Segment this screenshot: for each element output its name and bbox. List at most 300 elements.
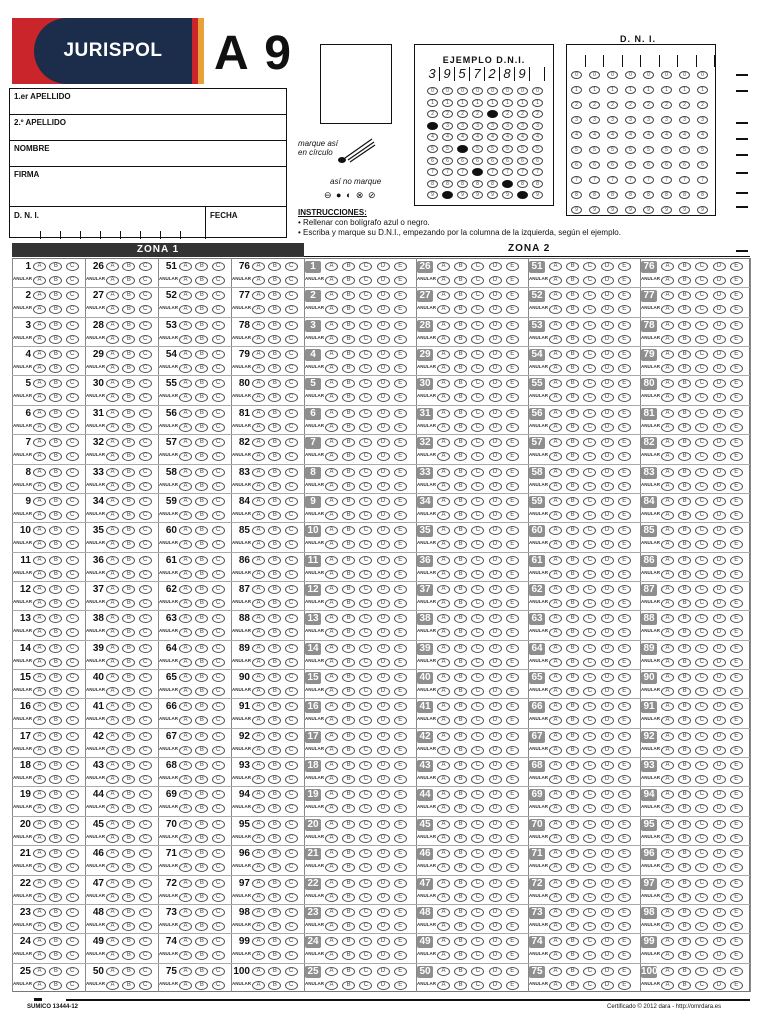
answer-bubble-b[interactable]: B (122, 321, 135, 330)
anular-bubble-d[interactable]: D (489, 364, 502, 373)
anular-bubble-e[interactable]: E (506, 540, 519, 549)
answer-bubble-c[interactable]: C (359, 262, 372, 271)
answer-bubble-c[interactable]: C (359, 379, 372, 388)
anular-bubble-b[interactable]: B (678, 423, 691, 432)
answer-bubble-d[interactable]: D (489, 291, 502, 300)
anular-bubble-a[interactable]: A (549, 305, 562, 314)
anular-bubble-c[interactable]: C (359, 452, 372, 461)
answer-bubble-c[interactable]: C (695, 732, 708, 741)
anular-bubble-b[interactable]: B (122, 804, 135, 813)
answer-bubble-a[interactable]: A (106, 644, 119, 653)
answer-bubble-e[interactable]: E (394, 673, 407, 682)
anular-bubble-e[interactable]: E (730, 452, 743, 461)
anular-bubble-b[interactable]: B (454, 658, 467, 667)
answer-bubble-b[interactable]: B (342, 732, 355, 741)
answer-bubble-a[interactable]: A (549, 761, 562, 770)
anular-bubble-b[interactable]: B (566, 863, 579, 872)
anular-bubble-b[interactable]: B (454, 981, 467, 990)
anular-bubble-a[interactable]: A (179, 922, 192, 931)
anular-bubble-d[interactable]: D (489, 305, 502, 314)
anular-bubble-e[interactable]: E (618, 863, 631, 872)
anular-bubble-a[interactable]: A (437, 276, 450, 285)
anular-bubble-e[interactable]: E (730, 834, 743, 843)
anular-bubble-b[interactable]: B (454, 423, 467, 432)
answer-bubble-c[interactable]: C (471, 820, 484, 829)
anular-bubble-a[interactable]: A (179, 276, 192, 285)
answer-bubble-d[interactable]: D (377, 761, 390, 770)
anular-bubble-c[interactable]: C (66, 511, 79, 520)
answer-bubble-c[interactable]: C (285, 409, 298, 418)
anular-bubble-c[interactable]: C (66, 863, 79, 872)
dni-digit-cell[interactable] (678, 55, 697, 67)
answer-bubble-e[interactable]: E (506, 379, 519, 388)
anular-bubble-b[interactable]: B (678, 452, 691, 461)
answer-bubble-a[interactable]: A (252, 468, 265, 477)
anular-bubble-b[interactable]: B (49, 393, 62, 402)
answer-bubble-c[interactable]: C (139, 526, 152, 535)
anular-bubble-a[interactable]: A (179, 775, 192, 784)
answer-bubble-b[interactable]: B (566, 350, 579, 359)
dni-bubble[interactable]: 8 (589, 191, 600, 199)
anular-bubble-c[interactable]: C (212, 423, 225, 432)
answer-bubble-c[interactable]: C (66, 702, 79, 711)
anular-bubble-c[interactable]: C (471, 540, 484, 549)
anular-bubble-a[interactable]: A (661, 305, 674, 314)
anular-bubble-a[interactable]: A (549, 452, 562, 461)
dni-bubble[interactable]: 5 (589, 146, 600, 154)
answer-bubble-b[interactable]: B (454, 409, 467, 418)
answer-bubble-b[interactable]: B (49, 820, 62, 829)
answer-bubble-b[interactable]: B (122, 761, 135, 770)
answer-bubble-d[interactable]: D (377, 262, 390, 271)
answer-bubble-b[interactable]: B (122, 409, 135, 418)
answer-bubble-e[interactable]: E (394, 497, 407, 506)
answer-bubble-c[interactable]: C (471, 732, 484, 741)
anular-bubble-a[interactable]: A (252, 364, 265, 373)
anular-bubble-b[interactable]: B (454, 452, 467, 461)
answer-bubble-d[interactable]: D (489, 849, 502, 858)
anular-bubble-d[interactable]: D (713, 863, 726, 872)
anular-bubble-c[interactable]: C (285, 511, 298, 520)
anular-bubble-a[interactable]: A (33, 305, 46, 314)
anular-bubble-b[interactable]: B (678, 951, 691, 960)
anular-bubble-b[interactable]: B (268, 599, 281, 608)
anular-bubble-b[interactable]: B (122, 364, 135, 373)
answer-bubble-d[interactable]: D (489, 790, 502, 799)
answer-bubble-b[interactable]: B (49, 673, 62, 682)
answer-bubble-b[interactable]: B (195, 732, 208, 741)
dni-bubble[interactable]: 2 (571, 101, 582, 109)
anular-bubble-c[interactable]: C (471, 981, 484, 990)
anular-bubble-d[interactable]: D (489, 922, 502, 931)
answer-bubble-c[interactable]: C (139, 438, 152, 447)
answer-bubble-c[interactable]: C (359, 526, 372, 535)
anular-bubble-b[interactable]: B (678, 922, 691, 931)
answer-bubble-a[interactable]: A (33, 262, 46, 271)
dni-bubble[interactable]: 7 (589, 176, 600, 184)
anular-bubble-c[interactable]: C (66, 804, 79, 813)
answer-bubble-d[interactable]: D (489, 321, 502, 330)
anular-bubble-c[interactable]: C (471, 570, 484, 579)
anular-bubble-a[interactable]: A (325, 628, 338, 637)
answer-bubble-c[interactable]: C (359, 614, 372, 623)
answer-bubble-b[interactable]: B (49, 790, 62, 799)
anular-bubble-c[interactable]: C (583, 423, 596, 432)
anular-bubble-a[interactable]: A (106, 511, 119, 520)
dni-bubble[interactable]: 4 (607, 131, 618, 139)
anular-bubble-e[interactable]: E (506, 863, 519, 872)
anular-bubble-a[interactable]: A (661, 364, 674, 373)
answer-bubble-b[interactable]: B (268, 673, 281, 682)
answer-bubble-a[interactable]: A (33, 468, 46, 477)
answer-bubble-a[interactable]: A (252, 967, 265, 976)
answer-bubble-b[interactable]: B (122, 585, 135, 594)
answer-bubble-c[interactable]: C (471, 468, 484, 477)
anular-bubble-b[interactable]: B (49, 452, 62, 461)
anular-bubble-e[interactable]: E (506, 922, 519, 931)
anular-bubble-d[interactable]: D (489, 628, 502, 637)
anular-bubble-d[interactable]: D (377, 570, 390, 579)
anular-bubble-d[interactable]: D (713, 775, 726, 784)
answer-bubble-c[interactable]: C (139, 497, 152, 506)
answer-bubble-c[interactable]: C (139, 409, 152, 418)
anular-bubble-b[interactable]: B (342, 423, 355, 432)
answer-bubble-b[interactable]: B (122, 262, 135, 271)
answer-bubble-a[interactable]: A (252, 644, 265, 653)
anular-bubble-b[interactable]: B (454, 393, 467, 402)
anular-bubble-c[interactable]: C (139, 922, 152, 931)
answer-bubble-a[interactable]: A (661, 262, 674, 271)
answer-bubble-a[interactable]: A (437, 556, 450, 565)
answer-bubble-d[interactable]: D (713, 967, 726, 976)
anular-bubble-c[interactable]: C (359, 834, 372, 843)
answer-bubble-a[interactable]: A (179, 409, 192, 418)
anular-bubble-e[interactable]: E (618, 393, 631, 402)
answer-bubble-b[interactable]: B (566, 644, 579, 653)
anular-bubble-e[interactable]: E (506, 452, 519, 461)
answer-bubble-b[interactable]: B (678, 732, 691, 741)
anular-bubble-b[interactable]: B (454, 335, 467, 344)
answer-bubble-b[interactable]: B (122, 497, 135, 506)
answer-bubble-b[interactable]: B (122, 879, 135, 888)
answer-bubble-b[interactable]: B (268, 262, 281, 271)
answer-bubble-e[interactable]: E (618, 879, 631, 888)
anular-bubble-b[interactable]: B (195, 951, 208, 960)
answer-bubble-e[interactable]: E (394, 732, 407, 741)
answer-bubble-a[interactable]: A (106, 468, 119, 477)
anular-bubble-a[interactable]: A (437, 628, 450, 637)
answer-bubble-c[interactable]: C (66, 820, 79, 829)
answer-bubble-c[interactable]: C (285, 291, 298, 300)
answer-bubble-a[interactable]: A (33, 438, 46, 447)
answer-bubble-b[interactable]: B (566, 879, 579, 888)
answer-bubble-b[interactable]: B (566, 849, 579, 858)
anular-bubble-a[interactable]: A (437, 511, 450, 520)
anular-bubble-c[interactable]: C (285, 863, 298, 872)
anular-bubble-c[interactable]: C (359, 746, 372, 755)
answer-bubble-c[interactable]: C (471, 790, 484, 799)
anular-bubble-a[interactable]: A (33, 893, 46, 902)
anular-bubble-b[interactable]: B (566, 452, 579, 461)
dni-bubble[interactable]: 2 (679, 101, 690, 109)
answer-bubble-b[interactable]: B (49, 967, 62, 976)
answer-bubble-a[interactable]: A (179, 350, 192, 359)
anular-bubble-a[interactable]: A (549, 804, 562, 813)
answer-bubble-a[interactable]: A (437, 967, 450, 976)
answer-bubble-d[interactable]: D (377, 526, 390, 535)
anular-bubble-b[interactable]: B (454, 687, 467, 696)
anular-bubble-c[interactable]: C (471, 599, 484, 608)
answer-bubble-a[interactable]: A (33, 614, 46, 623)
answer-bubble-d[interactable]: D (713, 908, 726, 917)
anular-bubble-a[interactable]: A (252, 687, 265, 696)
anular-bubble-e[interactable]: E (394, 276, 407, 285)
answer-bubble-d[interactable]: D (713, 673, 726, 682)
answer-bubble-e[interactable]: E (506, 967, 519, 976)
answer-bubble-e[interactable]: E (618, 350, 631, 359)
anular-bubble-b[interactable]: B (342, 775, 355, 784)
answer-bubble-c[interactable]: C (66, 614, 79, 623)
answer-bubble-e[interactable]: E (506, 820, 519, 829)
answer-bubble-b[interactable]: B (122, 526, 135, 535)
anular-bubble-a[interactable]: A (106, 981, 119, 990)
answer-bubble-d[interactable]: D (601, 321, 614, 330)
anular-bubble-d[interactable]: D (601, 540, 614, 549)
anular-bubble-d[interactable]: D (713, 335, 726, 344)
anular-bubble-a[interactable]: A (179, 981, 192, 990)
answer-bubble-c[interactable]: C (471, 438, 484, 447)
answer-bubble-a[interactable]: A (549, 497, 562, 506)
anular-bubble-a[interactable]: A (437, 804, 450, 813)
answer-bubble-e[interactable]: E (394, 321, 407, 330)
answer-bubble-c[interactable]: C (471, 556, 484, 565)
answer-bubble-a[interactable]: A (179, 556, 192, 565)
answer-bubble-b[interactable]: B (268, 614, 281, 623)
answer-bubble-a[interactable]: A (179, 526, 192, 535)
answer-bubble-e[interactable]: E (618, 291, 631, 300)
answer-bubble-e[interactable]: E (618, 585, 631, 594)
anular-bubble-b[interactable]: B (49, 364, 62, 373)
anular-bubble-c[interactable]: C (66, 482, 79, 491)
anular-bubble-e[interactable]: E (730, 570, 743, 579)
anular-bubble-c[interactable]: C (212, 393, 225, 402)
answer-bubble-d[interactable]: D (713, 937, 726, 946)
anular-bubble-b[interactable]: B (678, 364, 691, 373)
anular-bubble-b[interactable]: B (566, 746, 579, 755)
answer-bubble-d[interactable]: D (601, 585, 614, 594)
anular-bubble-a[interactable]: A (661, 804, 674, 813)
anular-bubble-a[interactable]: A (437, 540, 450, 549)
anular-bubble-c[interactable]: C (139, 863, 152, 872)
answer-bubble-a[interactable]: A (325, 644, 338, 653)
answer-bubble-a[interactable]: A (549, 879, 562, 888)
anular-bubble-b[interactable]: B (678, 511, 691, 520)
dni-bubble[interactable]: 9 (571, 206, 582, 214)
dni-digit-cell[interactable] (567, 55, 586, 67)
dni-bubble[interactable]: 7 (607, 176, 618, 184)
anular-bubble-d[interactable]: D (713, 393, 726, 402)
answer-bubble-d[interactable]: D (713, 379, 726, 388)
answer-bubble-e[interactable]: E (394, 849, 407, 858)
anular-bubble-d[interactable]: D (489, 276, 502, 285)
anular-bubble-a[interactable]: A (106, 452, 119, 461)
anular-bubble-a[interactable]: A (549, 599, 562, 608)
answer-bubble-a[interactable]: A (179, 849, 192, 858)
answer-bubble-d[interactable]: D (601, 761, 614, 770)
answer-bubble-c[interactable]: C (139, 879, 152, 888)
anular-bubble-b[interactable]: B (342, 746, 355, 755)
answer-bubble-c[interactable]: C (583, 291, 596, 300)
anular-bubble-b[interactable]: B (195, 775, 208, 784)
anular-bubble-c[interactable]: C (583, 599, 596, 608)
anular-bubble-b[interactable]: B (122, 511, 135, 520)
anular-bubble-e[interactable]: E (730, 423, 743, 432)
anular-bubble-e[interactable]: E (394, 716, 407, 725)
answer-bubble-d[interactable]: D (713, 614, 726, 623)
anular-bubble-c[interactable]: C (212, 364, 225, 373)
dni-bubble[interactable]: 8 (625, 191, 636, 199)
anular-bubble-b[interactable]: B (678, 599, 691, 608)
anular-bubble-c[interactable]: C (471, 628, 484, 637)
anular-bubble-c[interactable]: C (212, 893, 225, 902)
answer-bubble-b[interactable]: B (342, 350, 355, 359)
anular-bubble-c[interactable]: C (359, 628, 372, 637)
anular-bubble-b[interactable]: B (122, 658, 135, 667)
dni-bubble[interactable]: 3 (661, 116, 672, 124)
answer-bubble-d[interactable]: D (601, 790, 614, 799)
anular-bubble-c[interactable]: C (139, 775, 152, 784)
answer-bubble-a[interactable]: A (179, 585, 192, 594)
answer-bubble-d[interactable]: D (601, 350, 614, 359)
anular-bubble-a[interactable]: A (179, 335, 192, 344)
answer-bubble-b[interactable]: B (454, 526, 467, 535)
answer-bubble-a[interactable]: A (549, 321, 562, 330)
answer-bubble-c[interactable]: C (583, 790, 596, 799)
answer-bubble-b[interactable]: B (122, 673, 135, 682)
answer-bubble-a[interactable]: A (661, 879, 674, 888)
answer-bubble-d[interactable]: D (489, 497, 502, 506)
anular-bubble-b[interactable]: B (195, 393, 208, 402)
answer-bubble-b[interactable]: B (195, 585, 208, 594)
anular-bubble-c[interactable]: C (583, 393, 596, 402)
answer-bubble-a[interactable]: A (437, 497, 450, 506)
anular-bubble-c[interactable]: C (583, 746, 596, 755)
anular-bubble-c[interactable]: C (695, 570, 708, 579)
answer-bubble-c[interactable]: C (66, 937, 79, 946)
answer-bubble-b[interactable]: B (195, 937, 208, 946)
anular-bubble-d[interactable]: D (377, 393, 390, 402)
answer-bubble-b[interactable]: B (454, 614, 467, 623)
anular-bubble-c[interactable]: C (212, 687, 225, 696)
anular-bubble-d[interactable]: D (713, 716, 726, 725)
anular-bubble-b[interactable]: B (122, 775, 135, 784)
answer-bubble-b[interactable]: B (122, 644, 135, 653)
answer-bubble-b[interactable]: B (454, 321, 467, 330)
answer-bubble-b[interactable]: B (566, 262, 579, 271)
anular-bubble-a[interactable]: A (437, 305, 450, 314)
anular-bubble-c[interactable]: C (471, 393, 484, 402)
answer-bubble-c[interactable]: C (695, 350, 708, 359)
anular-bubble-d[interactable]: D (377, 687, 390, 696)
anular-bubble-a[interactable]: A (549, 716, 562, 725)
anular-bubble-b[interactable]: B (268, 335, 281, 344)
answer-bubble-a[interactable]: A (661, 291, 674, 300)
anular-bubble-b[interactable]: B (678, 482, 691, 491)
anular-bubble-a[interactable]: A (549, 482, 562, 491)
answer-bubble-a[interactable]: A (252, 849, 265, 858)
dni-bubble[interactable]: 7 (571, 176, 582, 184)
answer-bubble-b[interactable]: B (122, 967, 135, 976)
anular-bubble-b[interactable]: B (49, 716, 62, 725)
answer-bubble-b[interactable]: B (678, 556, 691, 565)
anular-bubble-a[interactable]: A (33, 540, 46, 549)
anular-bubble-c[interactable]: C (66, 452, 79, 461)
anular-bubble-c[interactable]: C (359, 951, 372, 960)
anular-bubble-b[interactable]: B (678, 276, 691, 285)
anular-bubble-c[interactable]: C (212, 335, 225, 344)
anular-bubble-b[interactable]: B (566, 687, 579, 696)
answer-bubble-c[interactable]: C (583, 732, 596, 741)
answer-bubble-d[interactable]: D (601, 379, 614, 388)
answer-bubble-d[interactable]: D (601, 526, 614, 535)
answer-bubble-c[interactable]: C (359, 761, 372, 770)
anular-bubble-e[interactable]: E (506, 834, 519, 843)
anular-bubble-a[interactable]: A (33, 364, 46, 373)
anular-bubble-a[interactable]: A (325, 364, 338, 373)
anular-bubble-a[interactable]: A (325, 305, 338, 314)
anular-bubble-d[interactable]: D (601, 452, 614, 461)
firma-field[interactable] (10, 167, 286, 207)
dni-bubble[interactable]: 2 (661, 101, 672, 109)
answer-bubble-c[interactable]: C (583, 673, 596, 682)
anular-bubble-c[interactable]: C (285, 628, 298, 637)
answer-bubble-b[interactable]: B (49, 379, 62, 388)
answer-bubble-c[interactable]: C (583, 350, 596, 359)
answer-bubble-b[interactable]: B (195, 702, 208, 711)
answer-bubble-d[interactable]: D (489, 644, 502, 653)
answer-bubble-b[interactable]: B (678, 497, 691, 506)
anular-bubble-d[interactable]: D (489, 540, 502, 549)
anular-bubble-a[interactable]: A (661, 922, 674, 931)
anular-bubble-c[interactable]: C (66, 393, 79, 402)
anular-bubble-b[interactable]: B (566, 658, 579, 667)
answer-bubble-d[interactable]: D (713, 702, 726, 711)
anular-bubble-c[interactable]: C (139, 335, 152, 344)
answer-bubble-a[interactable]: A (661, 379, 674, 388)
anular-bubble-d[interactable]: D (377, 335, 390, 344)
answer-bubble-e[interactable]: E (506, 908, 519, 917)
answer-bubble-b[interactable]: B (268, 497, 281, 506)
answer-bubble-d[interactable]: D (489, 761, 502, 770)
answer-bubble-b[interactable]: B (342, 879, 355, 888)
answer-bubble-b[interactable]: B (678, 820, 691, 829)
anular-bubble-e[interactable]: E (730, 482, 743, 491)
answer-bubble-c[interactable]: C (285, 262, 298, 271)
nombre-field[interactable] (10, 141, 286, 167)
answer-bubble-c[interactable]: C (583, 702, 596, 711)
answer-bubble-b[interactable]: B (566, 614, 579, 623)
answer-bubble-c[interactable]: C (285, 937, 298, 946)
answer-bubble-d[interactable]: D (489, 967, 502, 976)
anular-bubble-d[interactable]: D (713, 804, 726, 813)
answer-bubble-e[interactable]: E (730, 644, 743, 653)
answer-bubble-e[interactable]: E (506, 702, 519, 711)
answer-bubble-b[interactable]: B (454, 262, 467, 271)
anular-bubble-d[interactable]: D (489, 716, 502, 725)
anular-bubble-d[interactable]: D (713, 423, 726, 432)
answer-bubble-c[interactable]: C (139, 967, 152, 976)
answer-bubble-c[interactable]: C (139, 350, 152, 359)
